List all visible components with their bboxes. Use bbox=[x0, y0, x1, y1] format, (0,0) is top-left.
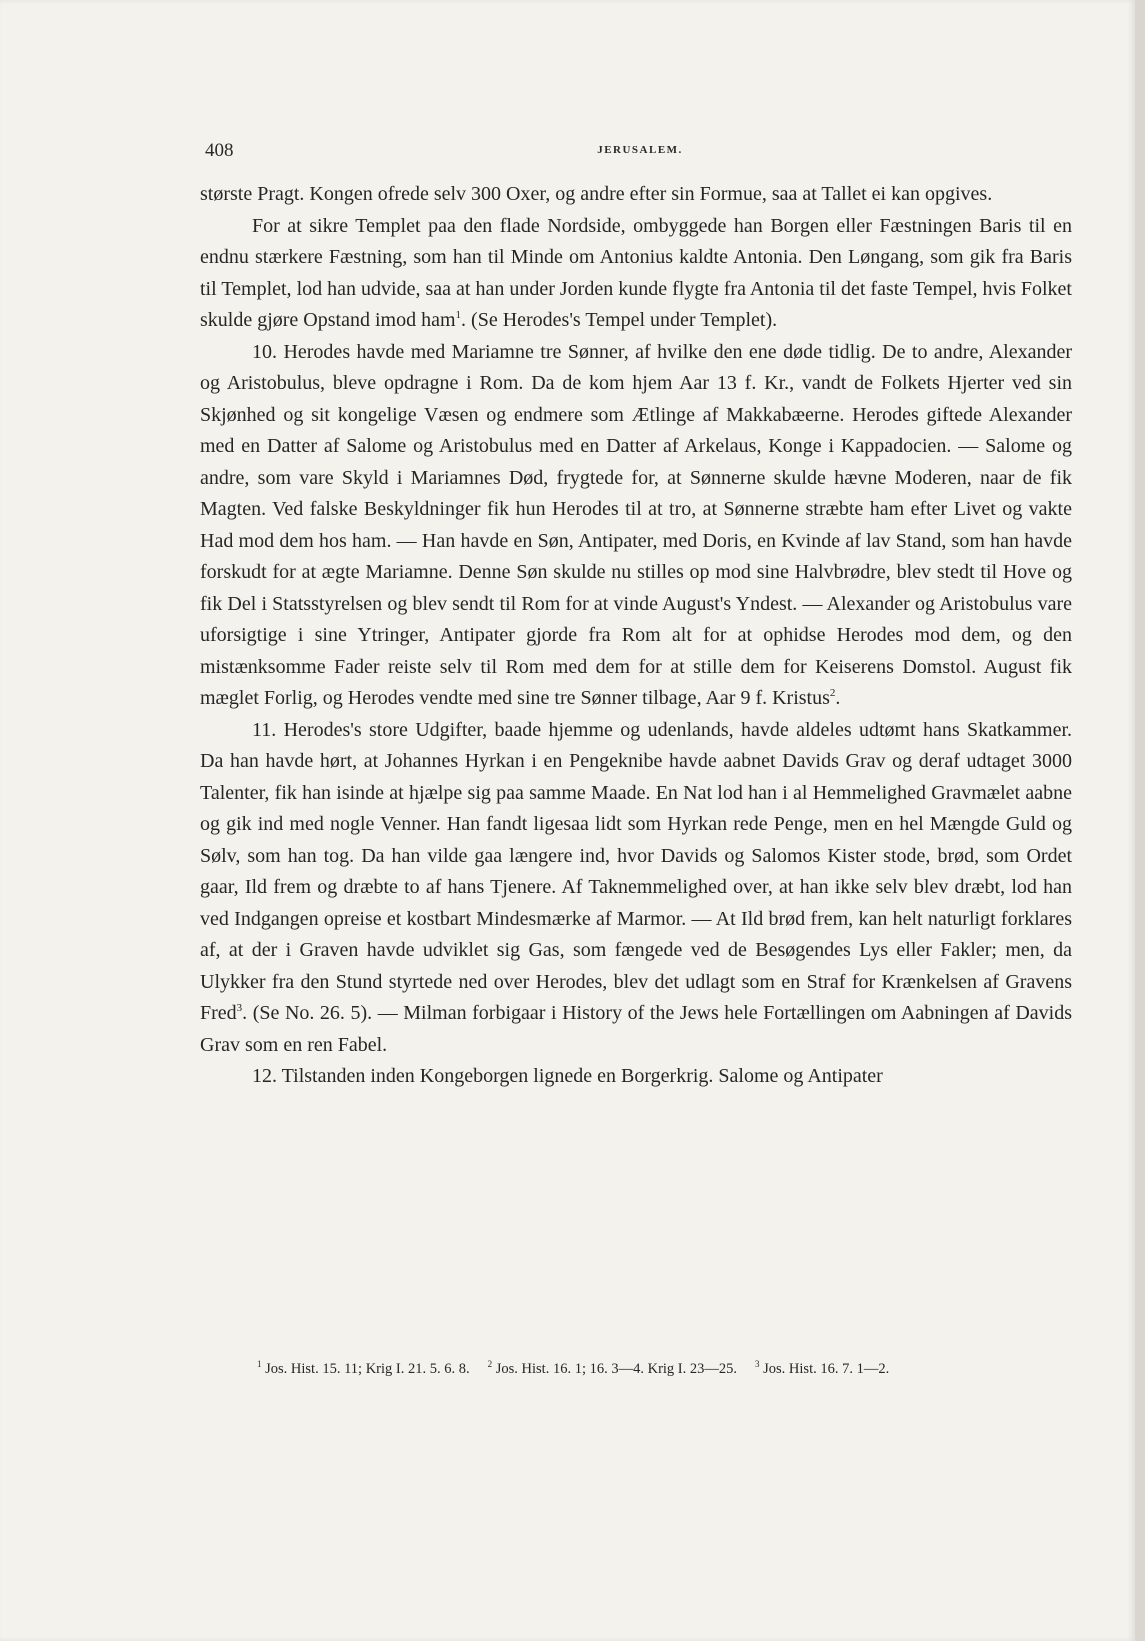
footnote-ref-1[interactable]: 1 bbox=[455, 309, 462, 321]
footnote-ref-2[interactable]: 2 bbox=[829, 687, 836, 699]
running-title: JERUSALEM. bbox=[597, 144, 683, 156]
page-edge bbox=[1135, 0, 1145, 1641]
paragraph-section-10: 10. Herodes havde med Mariamne tre Sønner, af hvilke den ene døde tidlig. De to andre, Alexander og Aristobulus, bleve opdragne i Rom. Da de kom hjem Aar 13 f. Kr., vandt de Folkets Hjerter ved sin Skjønhed og sit kongelige Væsen og endmere som Ætlinge af Makkabæerne. Herodes giftede Alexander med en Datter af Salome og Aristobulus med en Datter af Arkelaus, Konge i Kappadocien. — Salome og andre, som vare Skyld i Mariamnes Død, frygtede for, at Sønnerne skulde hævne Moderen, naar de fik Magten. Ved falske Beskyldninger fik hun Herodes til at tro, at Sønnerne stræbte ham efter Livet og vakte Had mod dem hos ham. — Han havde en Søn, Antipater, med Doris, en Kvinde af lav Stand, som han havde forskudt for at ægte Mariamne. Denne Søn skulde nu stilles op mod sine Halvbrødre, blev stedt til Hove og fik Del i Statsstyrelsen og blev sendt til Rom for at vinde August's Yndest. — Alexander og Aristobulus vare uforsigtige i sine Ytringer, Antipater gjorde fra Rom alt for at ophidse Herodes mod dem, og den mistænksomme Fader reiste selv til Rom med dem for at stille dem for Keiserens Domstol. August fik mæglet Forlig, og Herodes vendte med sine tre Sønner tilbage, Aar 9 f. Kristus$^2$. bbox=[200, 340, 1072, 709]
page-number: 408 bbox=[205, 140, 234, 161]
footnote-1: $^1$ Jos. Hist. 15. 11; Krig I. 21. 5. 6. 8. bbox=[257, 1359, 470, 1377]
paragraph-section-11: 11. Herodes's store Udgifter, baade hjemme og udenlands, havde aldeles udtømt hans Skatkammer. Da han havde hørt, at Johannes Hyrkan i en Pengeknibe havde aabnet Davids Grav og deraf udtaget 3000 Talenter, fik han isinde at hjælpe sig paa samme Maade. En Nat lod han i al Hemmelighed Gravmælet aabne og gik ind med nogle Venner. Han fandt ligesaa lidt som Hyrkan rede Penge, men en hel Mængde Guld og Sølv, som han tog. Da han vilde gaa længere ind, hvor Davids og Salomos Kister stode, brød, som Ordet gaar, Ild frem og dræbte to af hans Tjenere. Af Taknemmelighed over, at han ikke selv blev dræbt, lod han ved Indgangen opreise et kostbart Mindesmærke af Marmor. — At Ild brød frem, kan helt naturligt forklares af, at der i Graven havde udviklet sig Gas, som fængede ved de Besøgendes Lys eller Fakler; men, da Ulykker fra den Stund styrtede ned over Herodes, blev det udlagt som en Straf for Krænkelsen af Gravens Fred$^3$. (Se No. 26. 5). — Milman forbigaar i History of the Jews hele Fortællingen om Aabningen af Davids Grav som en ren Fabel. bbox=[200, 718, 1072, 1056]
paragraph-antonia: For at sikre Templet paa den flade Nordside, ombyggede han Borgen eller Fæstningen Baris til en endnu stærkere Fæstning, som han til Minde om Antonius kaldte Antonia. Den Løngang, som gik fra Baris til Templet, lod han udvide, saa at han under Jorden kunde flygte fra Antonia til det faste Tempel, hvis Folket skulde gjøre Opstand imod ham$^1$. (Se Herodes's Tempel under Templet). bbox=[200, 214, 1072, 331]
paragraph-section-12: 12. Tilstanden inden Kongeborgen lignede en Borgerkrig. Salome og Antipater bbox=[252, 1065, 883, 1087]
footnotes bbox=[205, 1358, 1071, 1380]
page-header bbox=[205, 140, 1075, 164]
footnote-3: $^3$ Jos. Hist. 16. 7. 1—2. bbox=[755, 1359, 890, 1377]
footnote-2: $^2$ Jos. Hist. 16. 1; 16. 3—4. Krig I. 23—25. bbox=[487, 1359, 738, 1377]
footnote-ref-3[interactable]: 3 bbox=[236, 1002, 243, 1014]
body-text bbox=[200, 179, 1072, 1093]
paragraph-continuation: største Pragt. Kongen ofrede selv 300 Oxer, og andre efter sin Formue, saa at Tallet ei kan opgives. bbox=[200, 183, 993, 205]
